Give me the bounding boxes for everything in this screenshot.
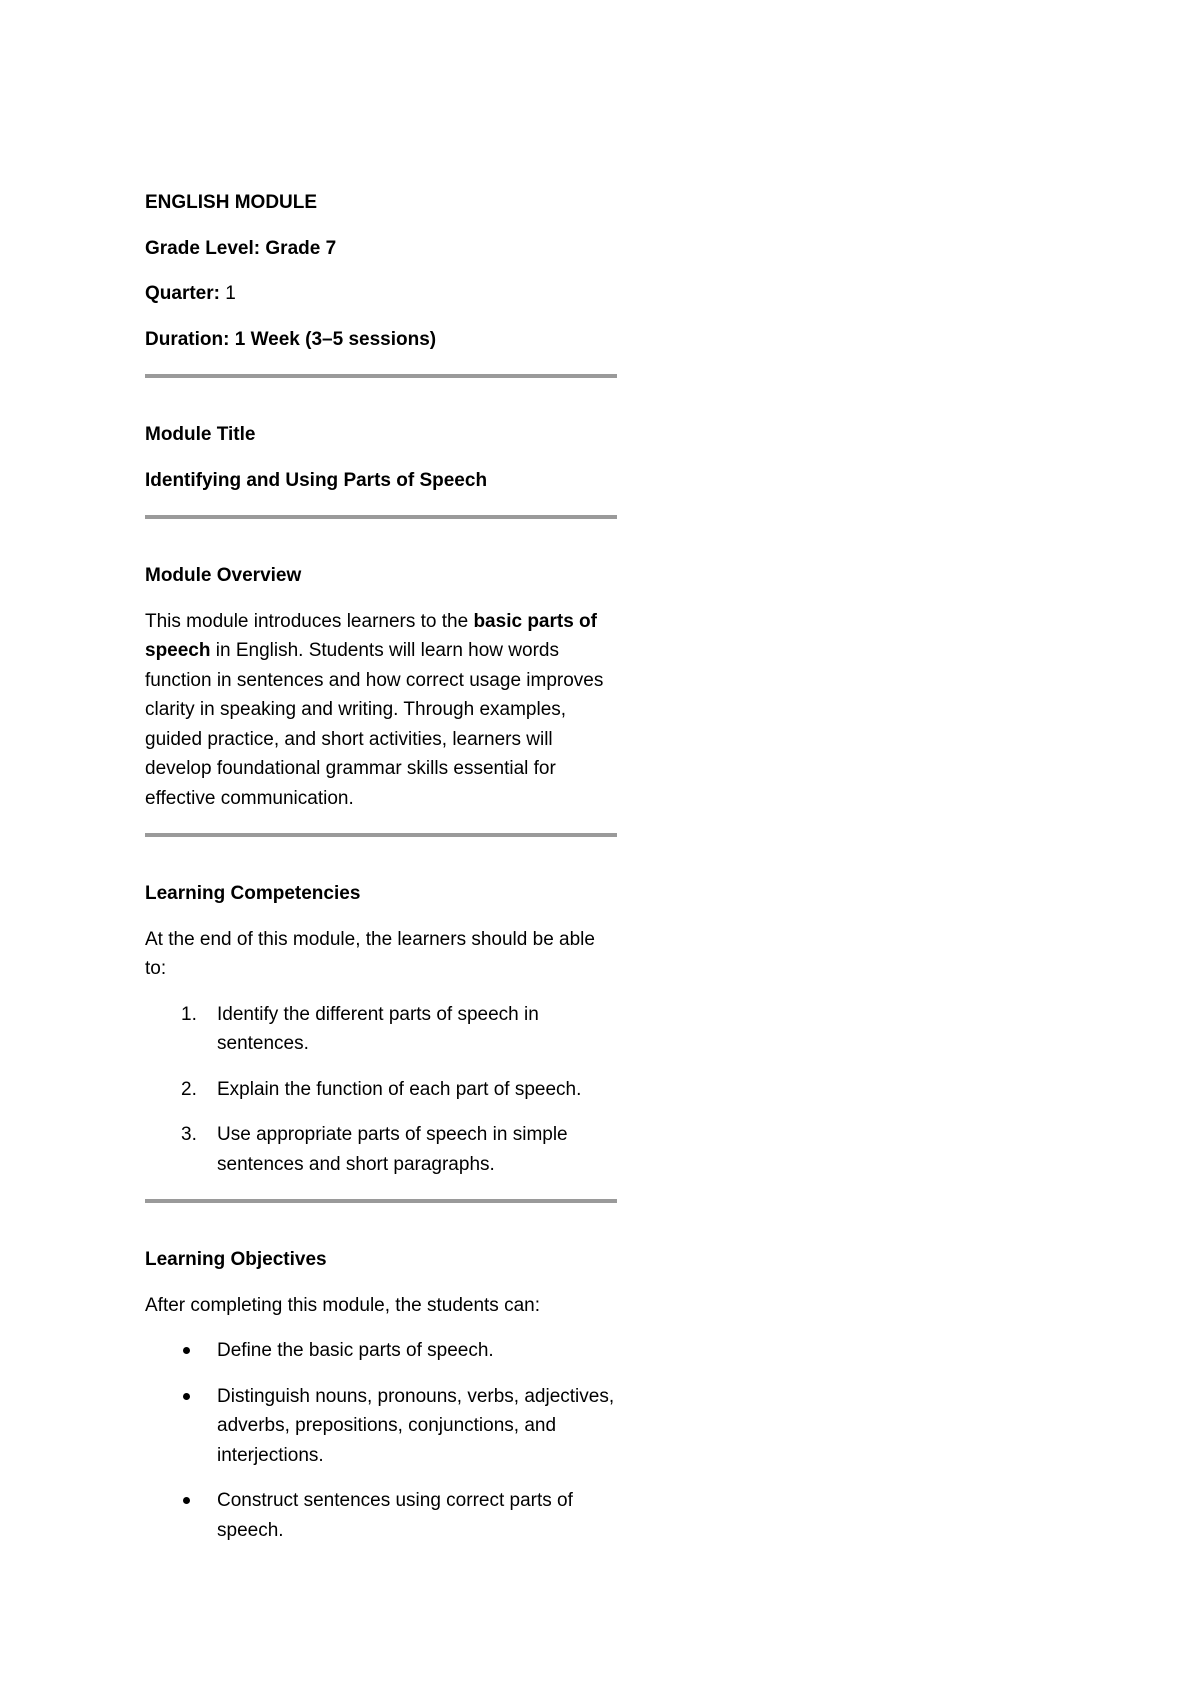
list-item-text: Define the basic parts of speech. (217, 1340, 494, 1361)
competencies-intro: At the end of this module, the learners should be able to: (145, 928, 595, 979)
list-item-text: Use appropriate parts of speech in simple sentences and short paragraphs. (217, 1124, 568, 1175)
overview-text-rest: in English. Students will learn how words function in sentences and how correct usage improves clarity in speaking and writing. Through examples, guided practice, and short activities, learners will develop foundational grammar skills essential for effective communication. (145, 640, 604, 809)
divider (145, 1199, 617, 1203)
grade-level-label: Grade Level: (145, 237, 261, 259)
list-item-text: Explain the function of each part of speech. (217, 1078, 582, 1100)
module-title-value: Identifying and Using Parts of Speech (145, 469, 488, 491)
objectives-list (145, 1336, 617, 1545)
competencies-heading: Learning Competencies (145, 883, 361, 904)
divider (145, 374, 617, 378)
grade-level-line (145, 234, 617, 264)
bullet-icon (183, 1393, 190, 1400)
overview-text (145, 607, 617, 814)
list-item-text: Construct sentences using correct parts of speech. (217, 1490, 573, 1541)
list-item (145, 1486, 617, 1545)
overview-section (145, 561, 617, 813)
document-body (145, 188, 617, 1561)
module-label: ENGLISH MODULE (145, 192, 318, 213)
overview-heading: Module Overview (145, 565, 302, 586)
quarter-value: 1 (225, 283, 236, 304)
bullet-icon (183, 1347, 190, 1354)
competencies-list (145, 1000, 617, 1180)
objectives-intro: After completing this module, the students can: (145, 1294, 540, 1316)
list-item (145, 1075, 617, 1105)
duration-label: Duration: (145, 328, 230, 350)
competencies-section (145, 879, 617, 1179)
bullet-icon (183, 1497, 190, 1504)
list-item (145, 1336, 617, 1366)
overview-text-start: This module introduces learners to the (145, 610, 474, 632)
list-item-text: Identify the different parts of speech in sentences. (217, 1003, 539, 1054)
divider (145, 515, 617, 519)
list-number: 3. (181, 1124, 197, 1145)
list-item (145, 1382, 617, 1471)
list-item (145, 1000, 617, 1059)
grade-level-value: Grade 7 (265, 237, 337, 259)
divider (145, 833, 617, 837)
list-item-text: Distinguish nouns, pronouns, verbs, adjectives, adverbs, prepositions, conjunctions, and interjections. (217, 1385, 615, 1466)
quarter-label: Quarter: (145, 283, 220, 304)
overview-text-emphasis: basic parts of speech (145, 610, 597, 661)
list-number: 2. (181, 1078, 197, 1100)
objectives-heading: Learning Objectives (145, 1249, 327, 1270)
objectives-section (145, 1245, 617, 1545)
duration-value: 1 Week (3–5 sessions) (234, 328, 437, 350)
module-title-heading: Module Title (145, 424, 256, 445)
duration-line (145, 325, 617, 355)
quarter-line (145, 279, 617, 309)
list-number: 1. (181, 1003, 197, 1025)
list-item (145, 1120, 617, 1179)
header-block (145, 188, 617, 354)
module-title-section (145, 420, 617, 495)
